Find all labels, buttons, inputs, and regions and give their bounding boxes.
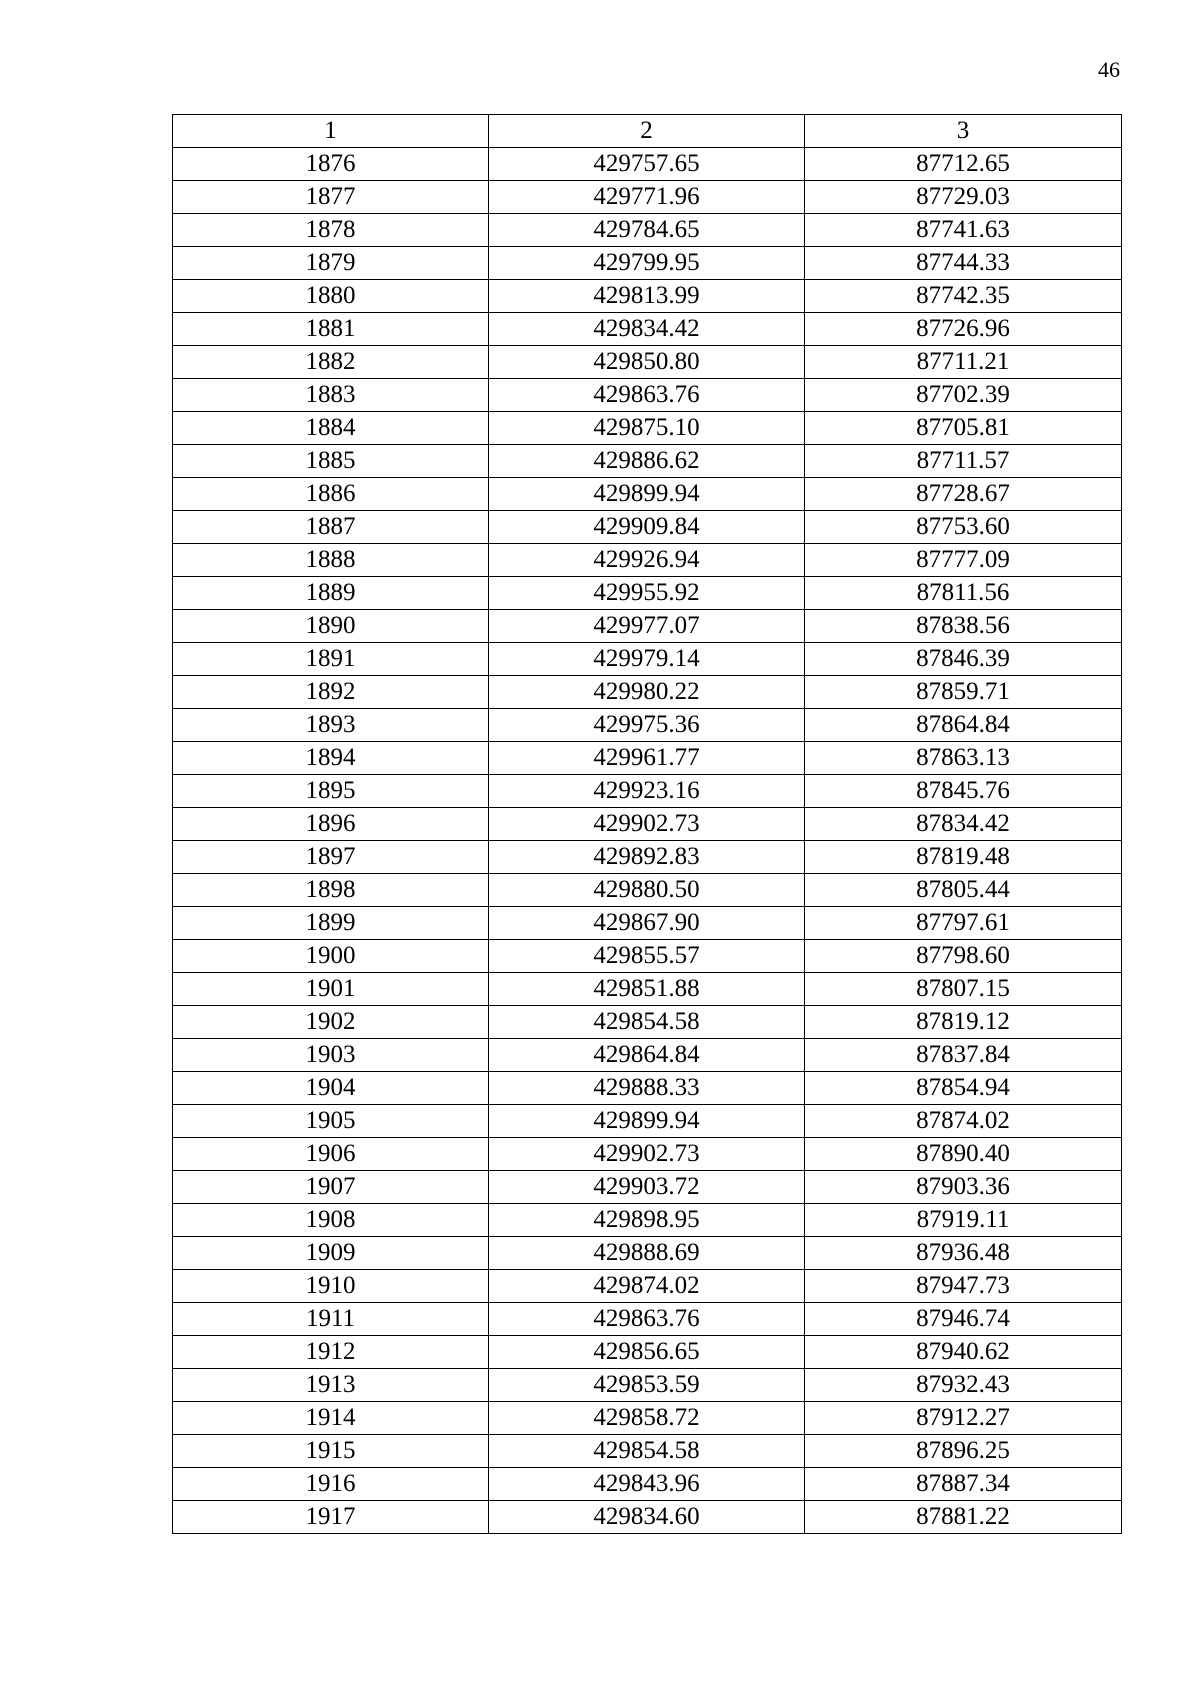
x-coordinate-cell: 429955.92: [489, 577, 805, 610]
y-coordinate-cell: 87837.84: [805, 1039, 1122, 1072]
page-number: 46: [1098, 57, 1120, 82]
x-coordinate-cell: 429902.73: [489, 808, 805, 841]
point-number-cell: 1908: [173, 1204, 489, 1237]
y-coordinate-cell: 87946.74: [805, 1303, 1122, 1336]
x-coordinate-cell: 429903.72: [489, 1171, 805, 1204]
y-coordinate-cell: 87912.27: [805, 1402, 1122, 1435]
header-cell-1: 1: [173, 115, 489, 148]
table-body: [173, 115, 1122, 1534]
point-number-cell: 1903: [173, 1039, 489, 1072]
y-coordinate-cell: 87807.15: [805, 973, 1122, 1006]
point-number-cell: 1900: [173, 940, 489, 973]
point-number-cell: 1914: [173, 1402, 489, 1435]
y-coordinate-cell: 87845.76: [805, 775, 1122, 808]
x-coordinate-cell: 429899.94: [489, 1105, 805, 1138]
y-coordinate-cell: 87702.39: [805, 379, 1122, 412]
table-row: [173, 1303, 1122, 1336]
table-row: [173, 478, 1122, 511]
x-coordinate-cell: 429863.76: [489, 1303, 805, 1336]
x-coordinate-cell: 429856.65: [489, 1336, 805, 1369]
table-row: [173, 1369, 1122, 1402]
table-row: [173, 643, 1122, 676]
point-number-cell: 1915: [173, 1435, 489, 1468]
x-coordinate-cell: 429851.88: [489, 973, 805, 1006]
y-coordinate-cell: 87726.96: [805, 313, 1122, 346]
table-row: [173, 1270, 1122, 1303]
y-coordinate-cell: 87729.03: [805, 181, 1122, 214]
table-row: [173, 775, 1122, 808]
x-coordinate-cell: 429975.36: [489, 709, 805, 742]
point-number-cell: 1885: [173, 445, 489, 478]
table-row: [173, 1138, 1122, 1171]
point-number-cell: 1895: [173, 775, 489, 808]
table-row: [173, 1072, 1122, 1105]
x-coordinate-cell: 429886.62: [489, 445, 805, 478]
table-row: [173, 676, 1122, 709]
x-coordinate-cell: 429874.02: [489, 1270, 805, 1303]
x-coordinate-cell: 429834.42: [489, 313, 805, 346]
y-coordinate-cell: 87819.12: [805, 1006, 1122, 1039]
x-coordinate-cell: 429923.16: [489, 775, 805, 808]
table-row: [173, 1006, 1122, 1039]
table-row: [173, 1171, 1122, 1204]
point-number-cell: 1888: [173, 544, 489, 577]
y-coordinate-cell: 87805.44: [805, 874, 1122, 907]
y-coordinate-cell: 87819.48: [805, 841, 1122, 874]
x-coordinate-cell: 429867.90: [489, 907, 805, 940]
x-coordinate-cell: 429854.58: [489, 1006, 805, 1039]
x-coordinate-cell: 429864.84: [489, 1039, 805, 1072]
point-number-cell: 1905: [173, 1105, 489, 1138]
table-row: [173, 1501, 1122, 1534]
x-coordinate-cell: 429863.76: [489, 379, 805, 412]
table-row: [173, 709, 1122, 742]
point-number-cell: 1906: [173, 1138, 489, 1171]
table-row: [173, 1105, 1122, 1138]
x-coordinate-cell: 429898.95: [489, 1204, 805, 1237]
y-coordinate-cell: 87846.39: [805, 643, 1122, 676]
table-row: [173, 841, 1122, 874]
y-coordinate-cell: 87711.21: [805, 346, 1122, 379]
table-row: [173, 214, 1122, 247]
table-row: [173, 1237, 1122, 1270]
x-coordinate-cell: 429799.95: [489, 247, 805, 280]
table-row: [173, 808, 1122, 841]
x-coordinate-cell: 429899.94: [489, 478, 805, 511]
y-coordinate-cell: 87811.56: [805, 577, 1122, 610]
x-coordinate-cell: 429979.14: [489, 643, 805, 676]
y-coordinate-cell: 87777.09: [805, 544, 1122, 577]
y-coordinate-cell: 87932.43: [805, 1369, 1122, 1402]
y-coordinate-cell: 87744.33: [805, 247, 1122, 280]
table-row: [173, 1402, 1122, 1435]
table-row: [173, 313, 1122, 346]
x-coordinate-cell: 429892.83: [489, 841, 805, 874]
table-row: [173, 1435, 1122, 1468]
y-coordinate-cell: 87854.94: [805, 1072, 1122, 1105]
point-number-cell: 1917: [173, 1501, 489, 1534]
table-row: [173, 742, 1122, 775]
point-number-cell: 1911: [173, 1303, 489, 1336]
y-coordinate-cell: 87863.13: [805, 742, 1122, 775]
point-number-cell: 1879: [173, 247, 489, 280]
y-coordinate-cell: 87711.57: [805, 445, 1122, 478]
y-coordinate-cell: 87859.71: [805, 676, 1122, 709]
x-coordinate-cell: 429854.58: [489, 1435, 805, 1468]
y-coordinate-cell: 87798.60: [805, 940, 1122, 973]
x-coordinate-cell: 429875.10: [489, 412, 805, 445]
table-row: [173, 610, 1122, 643]
point-number-cell: 1891: [173, 643, 489, 676]
table-row: [173, 1336, 1122, 1369]
point-number-cell: 1887: [173, 511, 489, 544]
y-coordinate-cell: 87834.42: [805, 808, 1122, 841]
point-number-cell: 1883: [173, 379, 489, 412]
y-coordinate-cell: 87896.25: [805, 1435, 1122, 1468]
x-coordinate-cell: 429977.07: [489, 610, 805, 643]
y-coordinate-cell: 87890.40: [805, 1138, 1122, 1171]
y-coordinate-cell: 87797.61: [805, 907, 1122, 940]
table-row: [173, 577, 1122, 610]
y-coordinate-cell: 87940.62: [805, 1336, 1122, 1369]
point-number-cell: 1913: [173, 1369, 489, 1402]
x-coordinate-cell: 429961.77: [489, 742, 805, 775]
table-row: [173, 181, 1122, 214]
point-number-cell: 1889: [173, 577, 489, 610]
point-number-cell: 1907: [173, 1171, 489, 1204]
x-coordinate-cell: 429850.80: [489, 346, 805, 379]
point-number-cell: 1904: [173, 1072, 489, 1105]
table-row: [173, 907, 1122, 940]
point-number-cell: 1881: [173, 313, 489, 346]
x-coordinate-cell: 429813.99: [489, 280, 805, 313]
y-coordinate-cell: 87838.56: [805, 610, 1122, 643]
header-cell-3: 3: [805, 115, 1122, 148]
x-coordinate-cell: 429926.94: [489, 544, 805, 577]
y-coordinate-cell: 87864.84: [805, 709, 1122, 742]
table-row: [173, 973, 1122, 1006]
x-coordinate-cell: 429858.72: [489, 1402, 805, 1435]
y-coordinate-cell: 87728.67: [805, 478, 1122, 511]
x-coordinate-cell: 429980.22: [489, 676, 805, 709]
x-coordinate-cell: 429909.84: [489, 511, 805, 544]
table-row: [173, 445, 1122, 478]
x-coordinate-cell: 429834.60: [489, 1501, 805, 1534]
table-row: [173, 1039, 1122, 1072]
table-row: [173, 1468, 1122, 1501]
point-number-cell: 1916: [173, 1468, 489, 1501]
point-number-cell: 1897: [173, 841, 489, 874]
table-row: [173, 346, 1122, 379]
point-number-cell: 1886: [173, 478, 489, 511]
point-number-cell: 1878: [173, 214, 489, 247]
x-coordinate-cell: 429880.50: [489, 874, 805, 907]
point-number-cell: 1892: [173, 676, 489, 709]
point-number-cell: 1898: [173, 874, 489, 907]
x-coordinate-cell: 429784.65: [489, 214, 805, 247]
y-coordinate-cell: 87742.35: [805, 280, 1122, 313]
header-row: [173, 115, 1122, 148]
header-cell-2: 2: [489, 115, 805, 148]
y-coordinate-cell: 87947.73: [805, 1270, 1122, 1303]
x-coordinate-cell: 429757.65: [489, 148, 805, 181]
point-number-cell: 1909: [173, 1237, 489, 1270]
table-row: [173, 379, 1122, 412]
point-number-cell: 1899: [173, 907, 489, 940]
y-coordinate-cell: 87887.34: [805, 1468, 1122, 1501]
point-number-cell: 1902: [173, 1006, 489, 1039]
table-row: [173, 148, 1122, 181]
y-coordinate-cell: 87753.60: [805, 511, 1122, 544]
x-coordinate-cell: 429771.96: [489, 181, 805, 214]
table-row: [173, 511, 1122, 544]
table-row: [173, 280, 1122, 313]
coordinates-table: [172, 114, 1122, 1534]
y-coordinate-cell: 87705.81: [805, 412, 1122, 445]
table-row: [173, 412, 1122, 445]
point-number-cell: 1884: [173, 412, 489, 445]
point-number-cell: 1877: [173, 181, 489, 214]
x-coordinate-cell: 429902.73: [489, 1138, 805, 1171]
x-coordinate-cell: 429888.69: [489, 1237, 805, 1270]
y-coordinate-cell: 87874.02: [805, 1105, 1122, 1138]
point-number-cell: 1894: [173, 742, 489, 775]
table-row: [173, 874, 1122, 907]
point-number-cell: 1901: [173, 973, 489, 1006]
point-number-cell: 1912: [173, 1336, 489, 1369]
point-number-cell: 1890: [173, 610, 489, 643]
point-number-cell: 1910: [173, 1270, 489, 1303]
table-row: [173, 940, 1122, 973]
x-coordinate-cell: 429853.59: [489, 1369, 805, 1402]
table-row: [173, 247, 1122, 280]
point-number-cell: 1882: [173, 346, 489, 379]
point-number-cell: 1893: [173, 709, 489, 742]
y-coordinate-cell: 87919.11: [805, 1204, 1122, 1237]
table-row: [173, 1204, 1122, 1237]
point-number-cell: 1896: [173, 808, 489, 841]
y-coordinate-cell: 87881.22: [805, 1501, 1122, 1534]
x-coordinate-cell: 429855.57: [489, 940, 805, 973]
point-number-cell: 1876: [173, 148, 489, 181]
table-row: [173, 544, 1122, 577]
y-coordinate-cell: 87903.36: [805, 1171, 1122, 1204]
y-coordinate-cell: 87712.65: [805, 148, 1122, 181]
x-coordinate-cell: 429888.33: [489, 1072, 805, 1105]
x-coordinate-cell: 429843.96: [489, 1468, 805, 1501]
y-coordinate-cell: 87741.63: [805, 214, 1122, 247]
y-coordinate-cell: 87936.48: [805, 1237, 1122, 1270]
point-number-cell: 1880: [173, 280, 489, 313]
